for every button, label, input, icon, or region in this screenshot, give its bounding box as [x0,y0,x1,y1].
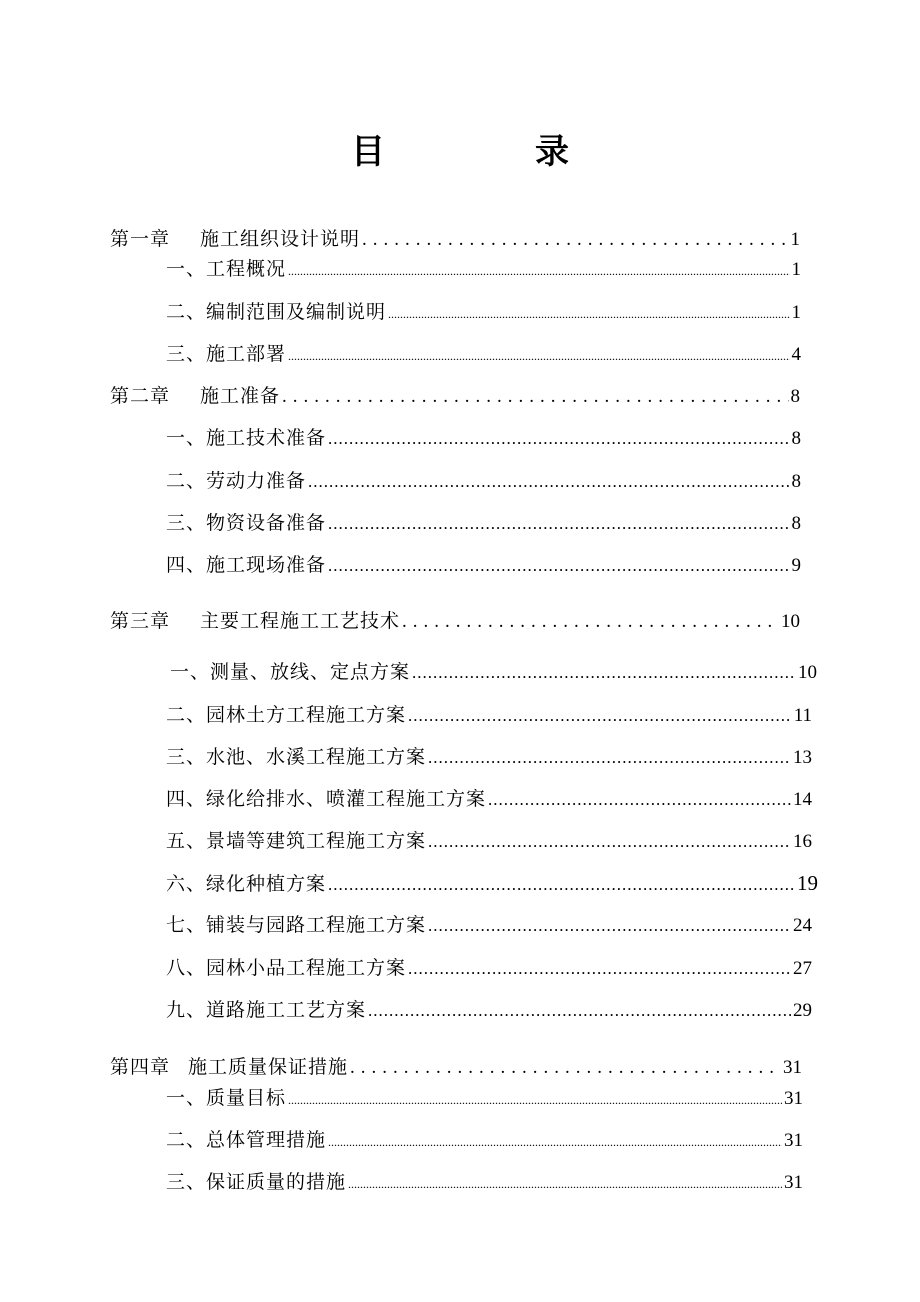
toc-section-entry[interactable] [166,828,812,855]
dot-leader [428,832,791,852]
section-title: 三、水池、水溪工程施工方案 [166,746,427,768]
toc-section-entry[interactable] [166,786,812,813]
section-title: 一、测量、放线、定点方案 [170,661,411,683]
chapter-title: 施工组织设计说明 [200,228,361,250]
page-number: 8 [790,386,800,407]
dot-leader [388,304,789,324]
page-number: 14 [793,789,812,810]
section-title: 一、质量目标 [166,1087,287,1109]
toc-chapter-entry[interactable] [110,608,800,635]
toc-chapter-entry[interactable] [110,383,800,410]
page-number: 31 [783,1057,802,1078]
section-title: 二、劳动力准备 [166,470,307,492]
toc-section-entry[interactable] [166,299,801,326]
toc-chapter-entry[interactable] [110,226,800,253]
page-number: 10 [798,662,817,683]
toc-section-entry[interactable] [166,870,818,897]
dot-leader [328,875,795,895]
toc-section-entry[interactable] [166,468,801,495]
page-number: 19 [797,871,818,895]
page-number: 16 [793,831,812,852]
toc-section-entry[interactable] [166,552,801,579]
toc-section-entry[interactable] [166,425,801,452]
dot-leader [412,663,796,683]
page-number: 8 [791,513,801,534]
dot-leader [428,916,791,936]
dot-leader [348,1174,782,1194]
page-number: 1 [791,302,801,323]
toc-section-entry[interactable] [166,912,812,939]
dot-leader [328,429,789,449]
page-number: 31 [784,1172,803,1193]
page-number: 29 [793,1000,812,1021]
chapter-number: 第三章 [110,610,171,632]
section-title: 八、园林小品工程施工方案 [166,957,407,979]
toc-section-entry[interactable] [170,659,817,686]
page-number: 8 [791,428,801,449]
dot-leader [288,261,789,281]
page-number: 31 [784,1088,803,1109]
page-number: 4 [791,344,801,365]
toc-section-entry[interactable] [166,955,812,982]
toc-section-entry[interactable] [166,744,812,771]
dot-leader [282,387,788,407]
page-number: 1 [791,259,801,280]
section-title: 四、绿化给排水、喷灌工程施工方案 [166,788,487,810]
section-title: 五、景墙等建筑工程施工方案 [166,830,427,852]
section-title: 二、园林土方工程施工方案 [166,704,407,726]
toc-section-entry[interactable] [166,510,801,537]
section-title: 四、施工现场准备 [166,554,327,576]
chapter-title: 施工准备 [200,385,281,407]
chapter-title: 主要工程施工工艺技术 [200,610,401,632]
dot-leader [488,790,791,810]
section-title: 三、物资设备准备 [166,512,327,534]
page-number: 27 [793,958,812,979]
page-number: 11 [793,705,812,726]
section-title: 一、施工技术准备 [166,427,327,449]
dot-leader [328,556,789,576]
toc-section-entry[interactable] [166,997,812,1024]
section-title: 九、道路施工工艺方案 [166,999,367,1021]
dot-leader [362,230,788,250]
section-title: 七、铺装与园路工程施工方案 [166,914,427,936]
dot-leader [328,1132,782,1152]
dot-leader [408,959,791,979]
section-title: 六、绿化种植方案 [166,873,327,895]
chapter-number: 第四章 [110,1056,171,1078]
chapter-number: 第一章 [110,228,171,250]
toc-chapter-entry[interactable] [110,1054,802,1081]
section-title: 三、保证质量的措施 [166,1171,347,1193]
section-title: 一、工程概况 [166,258,287,280]
dot-leader [288,1090,782,1110]
toc-section-entry[interactable] [166,1085,803,1112]
toc-section-entry[interactable] [166,256,801,283]
toc-section-entry[interactable] [166,1169,803,1196]
toc-section-entry[interactable] [166,702,812,729]
dot-leader [428,748,791,768]
dot-leader [408,706,792,726]
section-title: 三、施工部署 [166,343,287,365]
page-number: 13 [793,747,812,768]
toc-section-entry[interactable] [166,1127,803,1154]
page-title: 目 录 [351,132,627,172]
dot-leader [402,612,779,632]
chapter-number: 第二章 [110,385,171,407]
dot-leader [288,346,789,366]
section-title: 二、编制范围及编制说明 [166,301,387,323]
page-number: 10 [781,611,800,632]
toc-section-entry[interactable] [166,341,801,368]
section-title: 二、总体管理措施 [166,1129,327,1151]
chapter-title: 施工质量保证措施 [188,1056,349,1078]
dot-leader [308,472,789,492]
page-number: 8 [791,471,801,492]
page-number: 24 [793,915,812,936]
dot-leader [368,1001,791,1021]
dot-leader [328,514,789,534]
page-number: 1 [790,229,800,250]
page-number: 31 [784,1130,803,1151]
page-number: 9 [791,555,801,576]
dot-leader [350,1058,781,1078]
